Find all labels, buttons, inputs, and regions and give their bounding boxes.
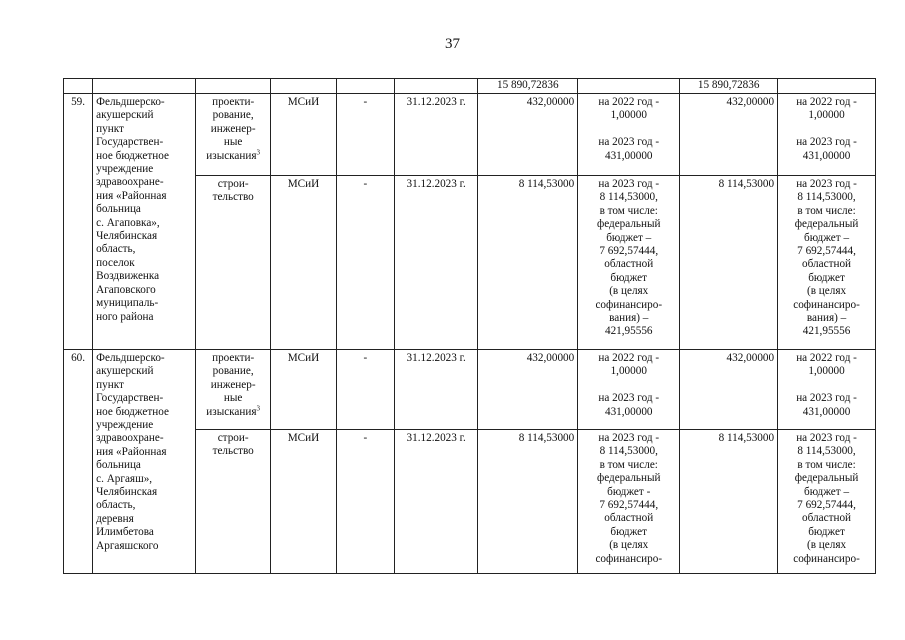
organization: МСиИ	[271, 176, 337, 350]
funding-amount: 432,00000	[680, 94, 778, 176]
deadline-date: 31.12.2023 г.	[395, 94, 478, 176]
funding-amount: 8 114,53000	[680, 176, 778, 350]
table-cell	[93, 79, 196, 94]
object-name: Фельдшерско- акушерский пункт Государствен- ное бюджетное учреждение здравоохране- ния «Районная больница с. Агаповка», Челябинская область, поселок Воздвиженка Агаповского муниципаль- ного района	[93, 94, 196, 350]
deadline-date: 31.12.2023 г.	[395, 430, 478, 574]
page-number: 37	[445, 36, 460, 52]
yearly-breakdown: на 2023 год - 8 114,53000, в том числе: федеральный бюджет – 7 692,57444, областной бюджет (в целях софинансиро- вания) – 421,95556	[578, 176, 680, 350]
deadline-date: 31.12.2023 г.	[395, 176, 478, 350]
funding-breakdown: на 2022 год - 1,00000 на 2023 год - 431,00000	[778, 350, 876, 430]
table-cell	[271, 79, 337, 94]
table-cell	[778, 79, 876, 94]
estimated-cost: 432,00000	[478, 94, 578, 176]
table-cell	[578, 79, 680, 94]
funding-amount: 8 114,53000	[680, 430, 778, 574]
table-cell-total: 15 890,72836	[478, 79, 578, 94]
dash-cell: -	[336, 94, 394, 176]
row-number: 60.	[64, 350, 93, 574]
deadline-date: 31.12.2023 г.	[395, 350, 478, 430]
funding-breakdown: на 2023 год - 8 114,53000, в том числе: федеральный бюджет – 7 692,57444, областной бюджет (в целях софинансиро- вания) – 421,95556	[778, 176, 876, 350]
estimated-cost: 8 114,53000	[478, 176, 578, 350]
footnote-mark: 3	[256, 147, 261, 156]
footnote-mark: 3	[256, 403, 261, 412]
funding-amount: 432,00000	[680, 350, 778, 430]
table-row-continuation	[64, 79, 876, 94]
table-cell	[64, 79, 93, 94]
stage-type: строи- тельство	[196, 176, 271, 350]
object-name: Фельдшерско- акушерский пункт Государствен- ное бюджетное учреждение здравоохране- ния «Районная больница с. Аргаяш», Челябинская область, деревня Илимбетова Аргаяшского	[93, 350, 196, 574]
stage-type-cell	[196, 94, 271, 176]
table-row	[64, 94, 876, 176]
stage-type: проекти- рование, инженер- ные изыскания	[206, 96, 257, 162]
stage-type: строи- тельство	[196, 430, 271, 574]
stage-type: проекти- рование, инженер- ные изыскания	[206, 352, 257, 418]
funding-breakdown: на 2022 год - 1,00000 на 2023 год - 431,00000	[778, 94, 876, 176]
dash-cell: -	[336, 430, 394, 574]
yearly-breakdown: на 2022 год - 1,00000 на 2023 год - 431,00000	[578, 350, 680, 430]
estimated-cost: 8 114,53000	[478, 430, 578, 574]
organization: МСиИ	[271, 430, 337, 574]
table-cell-total: 15 890,72836	[680, 79, 778, 94]
table-cell	[336, 79, 394, 94]
funding-breakdown: на 2023 год - 8 114,53000, в том числе: федеральный бюджет – 7 692,57444, областной бюджет (в целях софинансиро-	[778, 430, 876, 574]
organization: МСиИ	[271, 94, 337, 176]
row-number: 59.	[64, 94, 93, 350]
estimated-cost: 432,00000	[478, 350, 578, 430]
yearly-breakdown: на 2022 год - 1,00000 на 2023 год - 431,00000	[578, 94, 680, 176]
dash-cell: -	[336, 350, 394, 430]
table-cell	[196, 79, 271, 94]
stage-type-cell	[196, 350, 271, 430]
organization: МСиИ	[271, 350, 337, 430]
table-row	[64, 350, 876, 430]
yearly-breakdown: на 2023 год - 8 114,53000, в том числе: федеральный бюджет - 7 692,57444, областной бюджет (в целях софинансиро-	[578, 430, 680, 574]
dash-cell: -	[336, 176, 394, 350]
table-cell	[395, 79, 478, 94]
budget-table	[63, 78, 876, 574]
